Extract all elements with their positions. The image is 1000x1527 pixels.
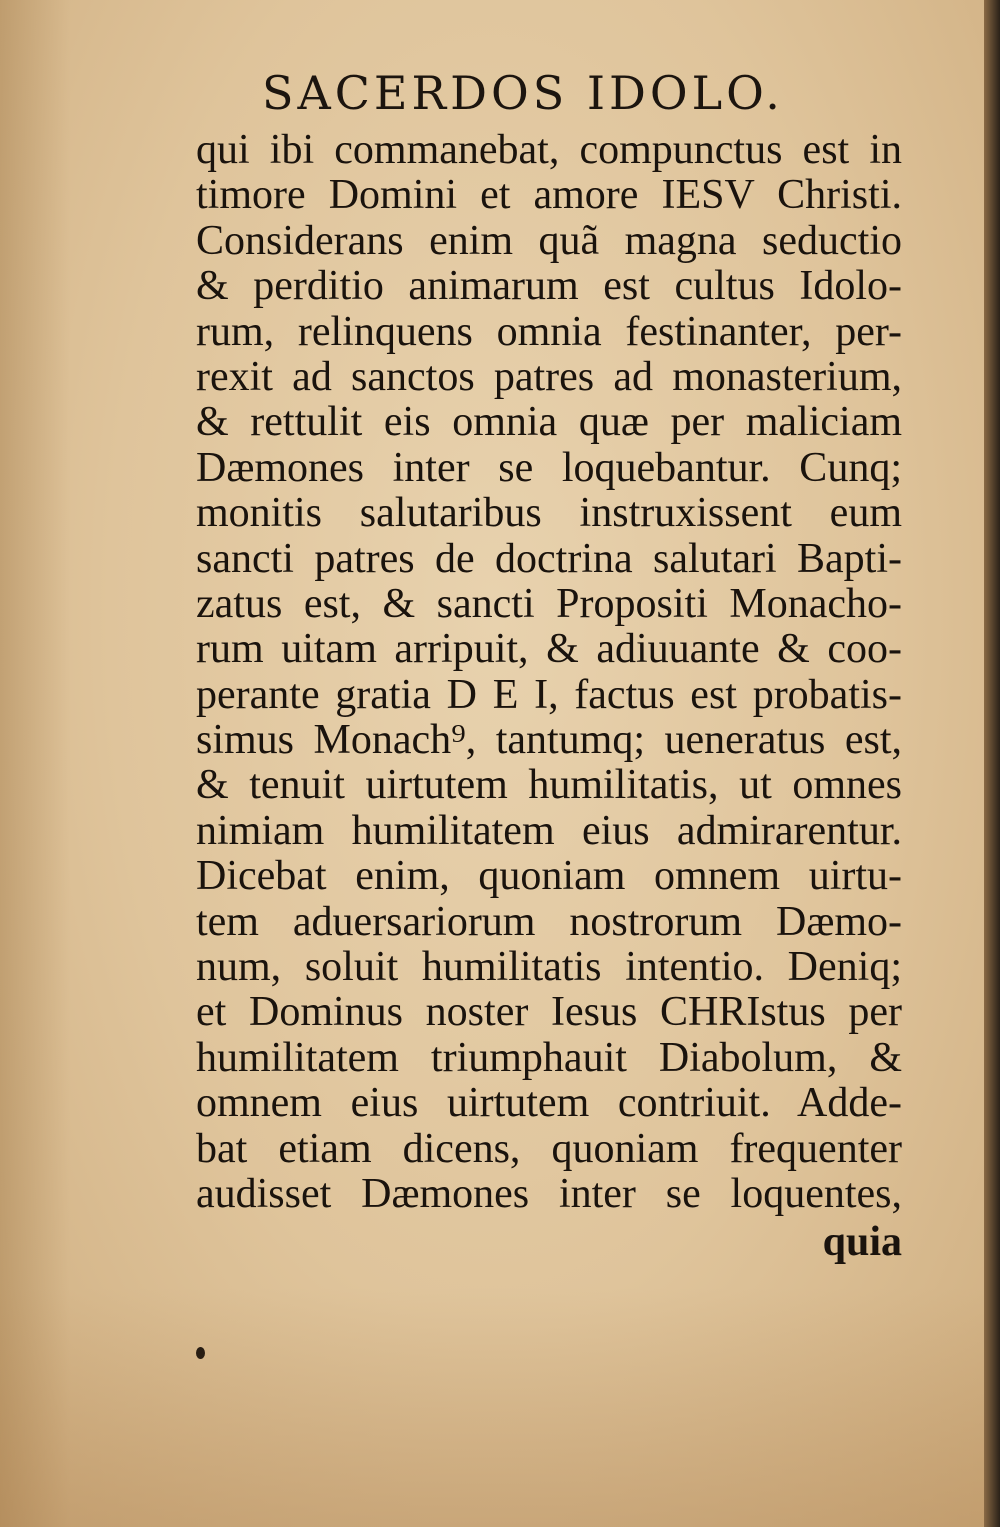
text-block	[196, 128, 902, 1217]
ink-mark	[196, 1347, 205, 1359]
text-line: bat etiam dicens, quoniam frequenter	[196, 1126, 902, 1172]
text-line: Considerans enim quã magna seductio	[196, 218, 902, 264]
text-line: tem aduersariorum nostrorum Dæmo-	[196, 899, 902, 945]
text-line: & tenuit uirtutem humilitatis, ut omnes	[196, 763, 902, 809]
text-line: sancti patres de doctrina salutari Bapti-	[196, 536, 902, 582]
page-edge	[984, 0, 1000, 1527]
text-line: perante gratia D E I, factus est probatis-	[196, 672, 902, 718]
catchword: quia	[822, 1219, 902, 1265]
text-line: monitis salutaribus instruxissent eum	[196, 491, 902, 537]
text-line: omnem eius uirtutem contriuit. Adde-	[196, 1081, 902, 1127]
text-line: rum uitam arripuit, & adiuuante & coo-	[196, 627, 902, 673]
running-head: SACERDOS IDOLO.	[262, 66, 784, 120]
text-line: Dicebat enim, quoniam omnem uirtu-	[196, 854, 902, 900]
text-line: nimiam humilitatem eius admirarentur.	[196, 808, 902, 854]
text-line: simus Monach⁹, tantumq; ueneratus est,	[196, 718, 902, 764]
text-line: rum, relinquens omnia festinanter, per-	[196, 309, 902, 355]
text-line: Dæmones inter se loquebantur. Cunq;	[196, 445, 902, 491]
text-line: humilitatem triumphauit Diabolum, &	[196, 1035, 902, 1081]
text-line: et Dominus noster Iesus CHRIstus per	[196, 990, 902, 1036]
text-line: timore Domini et amore IESV Christi.	[196, 173, 902, 219]
text-line: rexit ad sanctos patres ad monasterium,	[196, 354, 902, 400]
text-line: & perditio animarum est cultus Idolo-	[196, 264, 902, 310]
text-line: qui ibi commanebat, compunctus est in	[196, 128, 902, 173]
text-line: num, soluit humilitatis intentio. Deniq;	[196, 945, 902, 991]
text-line: audisset Dæmones inter se loquentes,	[196, 1171, 902, 1217]
text-line: & rettulit eis omnia quæ per maliciam	[196, 400, 902, 446]
text-line: zatus est, & sancti Propositi Monacho-	[196, 581, 902, 627]
